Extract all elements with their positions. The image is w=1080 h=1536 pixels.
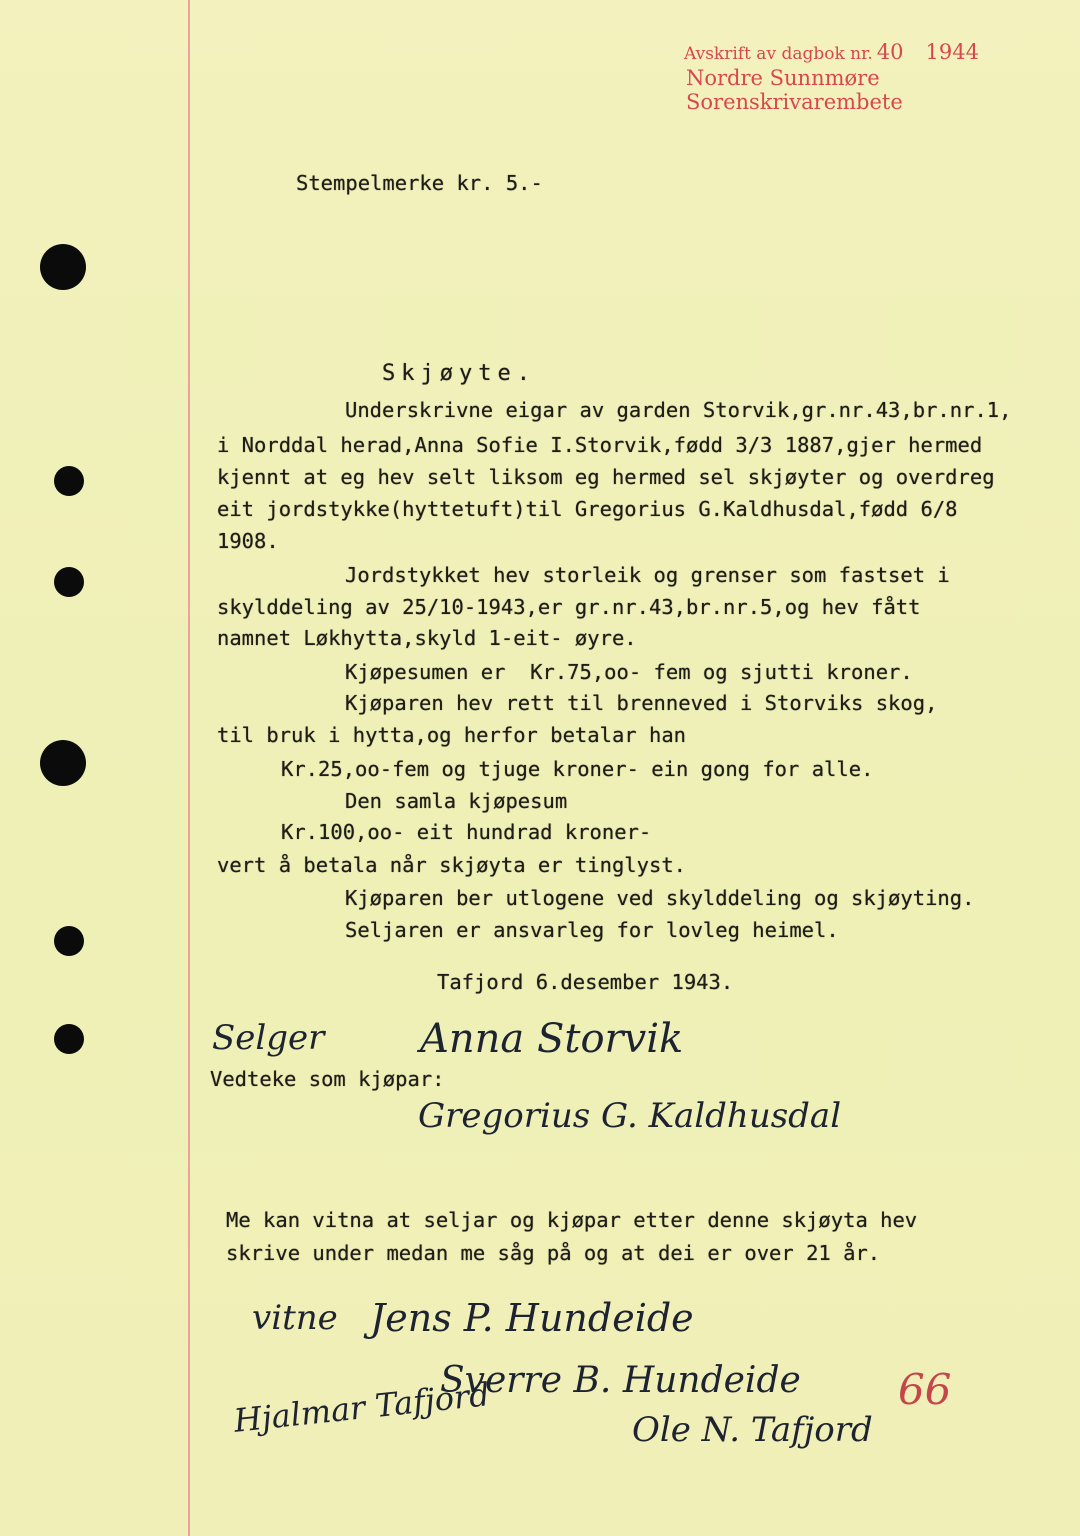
body-line: eit jordstykke(hyttetuft)til Gregorius G.Kaldhusdal,fødd 6/8 xyxy=(217,497,958,521)
pencil-page-mark: 66 xyxy=(898,1365,952,1414)
buyer-label: Vedteke som kjøpar: xyxy=(210,1067,445,1091)
body-line: Kr.25,oo-fem og tjuge kroner- ein gong for alle. xyxy=(281,757,874,781)
body-line: Seljaren er ansvarleg for lovleg heimel. xyxy=(345,918,839,942)
witness2-signature: Sverre B. Hundeide xyxy=(440,1360,801,1401)
witness3-signature: Hjalmar Tafjord xyxy=(232,1375,492,1440)
body-line: Kr.100,oo- eit hundrad kroner- xyxy=(281,820,652,844)
body-line: Underskrivne eigar av garden Storvik,gr.nr.43,br.nr.1, xyxy=(345,398,1012,422)
body-line: Jordstykket hev storleik og grenser som fastset i xyxy=(345,563,950,587)
punch-hole-icon xyxy=(40,740,86,786)
place-date: Tafjord 6.desember 1943. xyxy=(437,970,734,994)
witness4-signature: Ole N. Tafjord xyxy=(632,1410,873,1450)
margin-line xyxy=(188,0,190,1536)
body-line: Kjøparen hev rett til brenneved i Storviks skog, xyxy=(345,691,938,715)
punch-hole-icon xyxy=(40,244,86,290)
witness1-signature: Jens P. Hundeide xyxy=(370,1296,694,1340)
body-line: til bruk i hytta,og herfor betalar han xyxy=(217,723,686,747)
stamp-note: Stempelmerke kr. 5.- xyxy=(296,171,543,195)
document-title: Skjøyte. xyxy=(382,361,536,386)
body-line: Kjøparen ber utlogene ved skylddeling og skjøyting. xyxy=(345,886,975,910)
registry-stamp-line2: Nordre Sunnmøre Sorenskrivarembete xyxy=(686,66,903,114)
registry-stamp-line1 xyxy=(684,40,979,64)
stamp-prefix: Avskrift av dagbok nr. xyxy=(684,44,873,64)
body-line: 1908. xyxy=(217,529,279,553)
body-line: Den samla kjøpesum xyxy=(345,789,568,813)
witness-statement-line: skrive under medan me såg på og at dei er over 21 år. xyxy=(226,1241,881,1265)
body-line: vert å betala når skjøyta er tinglyst. xyxy=(217,853,686,877)
punch-hole-icon xyxy=(54,926,84,956)
punch-hole-icon xyxy=(54,1024,84,1054)
witness-prefix: vitne xyxy=(252,1298,338,1338)
seller-signature: Anna Storvik xyxy=(420,1016,684,1062)
body-line: kjennt at eg hev selt liksom eg hermed sel skjøyter og overdreg xyxy=(217,465,995,489)
body-line: namnet Løkhytta,skyld 1-eit- øyre. xyxy=(217,626,637,650)
punch-hole-icon xyxy=(54,567,84,597)
body-line: skylddeling av 25/10-1943,er gr.nr.43,br.nr.5,og hev fått xyxy=(217,595,921,619)
punch-hole-icon xyxy=(54,466,84,496)
stamp-dagbok-number: 40 xyxy=(876,40,904,64)
body-line: Kjøpesumen er Kr.75,oo- fem og sjutti kroner. xyxy=(345,660,913,684)
seller-label-handwritten: Selger xyxy=(212,1018,325,1058)
buyer-signature: Gregorius G. Kaldhusdal xyxy=(418,1096,842,1136)
stamp-year: 1944 xyxy=(925,40,979,64)
body-line: i Norddal herad,Anna Sofie I.Storvik,fødd 3/3 1887,gjer hermed xyxy=(217,433,983,457)
witness-statement-line: Me kan vitna at seljar og kjøpar etter denne skjøyta hev xyxy=(226,1208,918,1232)
